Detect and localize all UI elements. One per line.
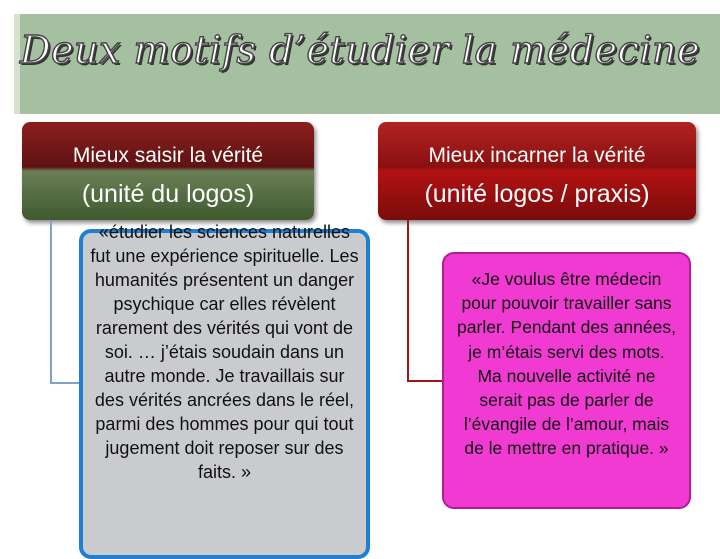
- right-quote-box: [442, 252, 691, 509]
- right-connector-vertical: [407, 220, 409, 382]
- right-connector-horizontal: [407, 380, 443, 382]
- left-quote-text: «étudier les sciences naturelles fut une expérience spirituelle. Les humanités présentent un danger psychique car elles révèlent rarement des vérités qui vont de soi. … j’étais soudain dans un autre monde. Je travaillais sur des vérités ancrées dans le réel, parmi des hommes pour qui tout jugement doit reposer sur des faits. »: [90, 222, 359, 482]
- right-heading-box: [378, 122, 696, 220]
- left-connector-vertical: [50, 220, 52, 384]
- left-heading-box: [22, 122, 314, 220]
- left-connector-horizontal: [50, 382, 80, 384]
- right-heading-line1: Mieux incarner la vérité: [428, 144, 646, 167]
- left-heading-line1: Mieux saisir la vérité: [72, 144, 264, 167]
- left-heading-line2: (unité du logos): [81, 180, 255, 208]
- slide-title: Deux motifs d’étudier la médecine: [20, 28, 700, 72]
- right-quote-text: «Je voulus être médecin pour pouvoir travailler sans parler. Pendant des années, je m’étais servi des mots. Ma nouvelle activité ne serait pas de parler de l’évangile de l’amour, mais de le mettre en pratique. »: [457, 269, 676, 459]
- left-quote-box: [79, 222, 370, 559]
- right-heading-line2: (unité logos / praxis): [424, 180, 650, 208]
